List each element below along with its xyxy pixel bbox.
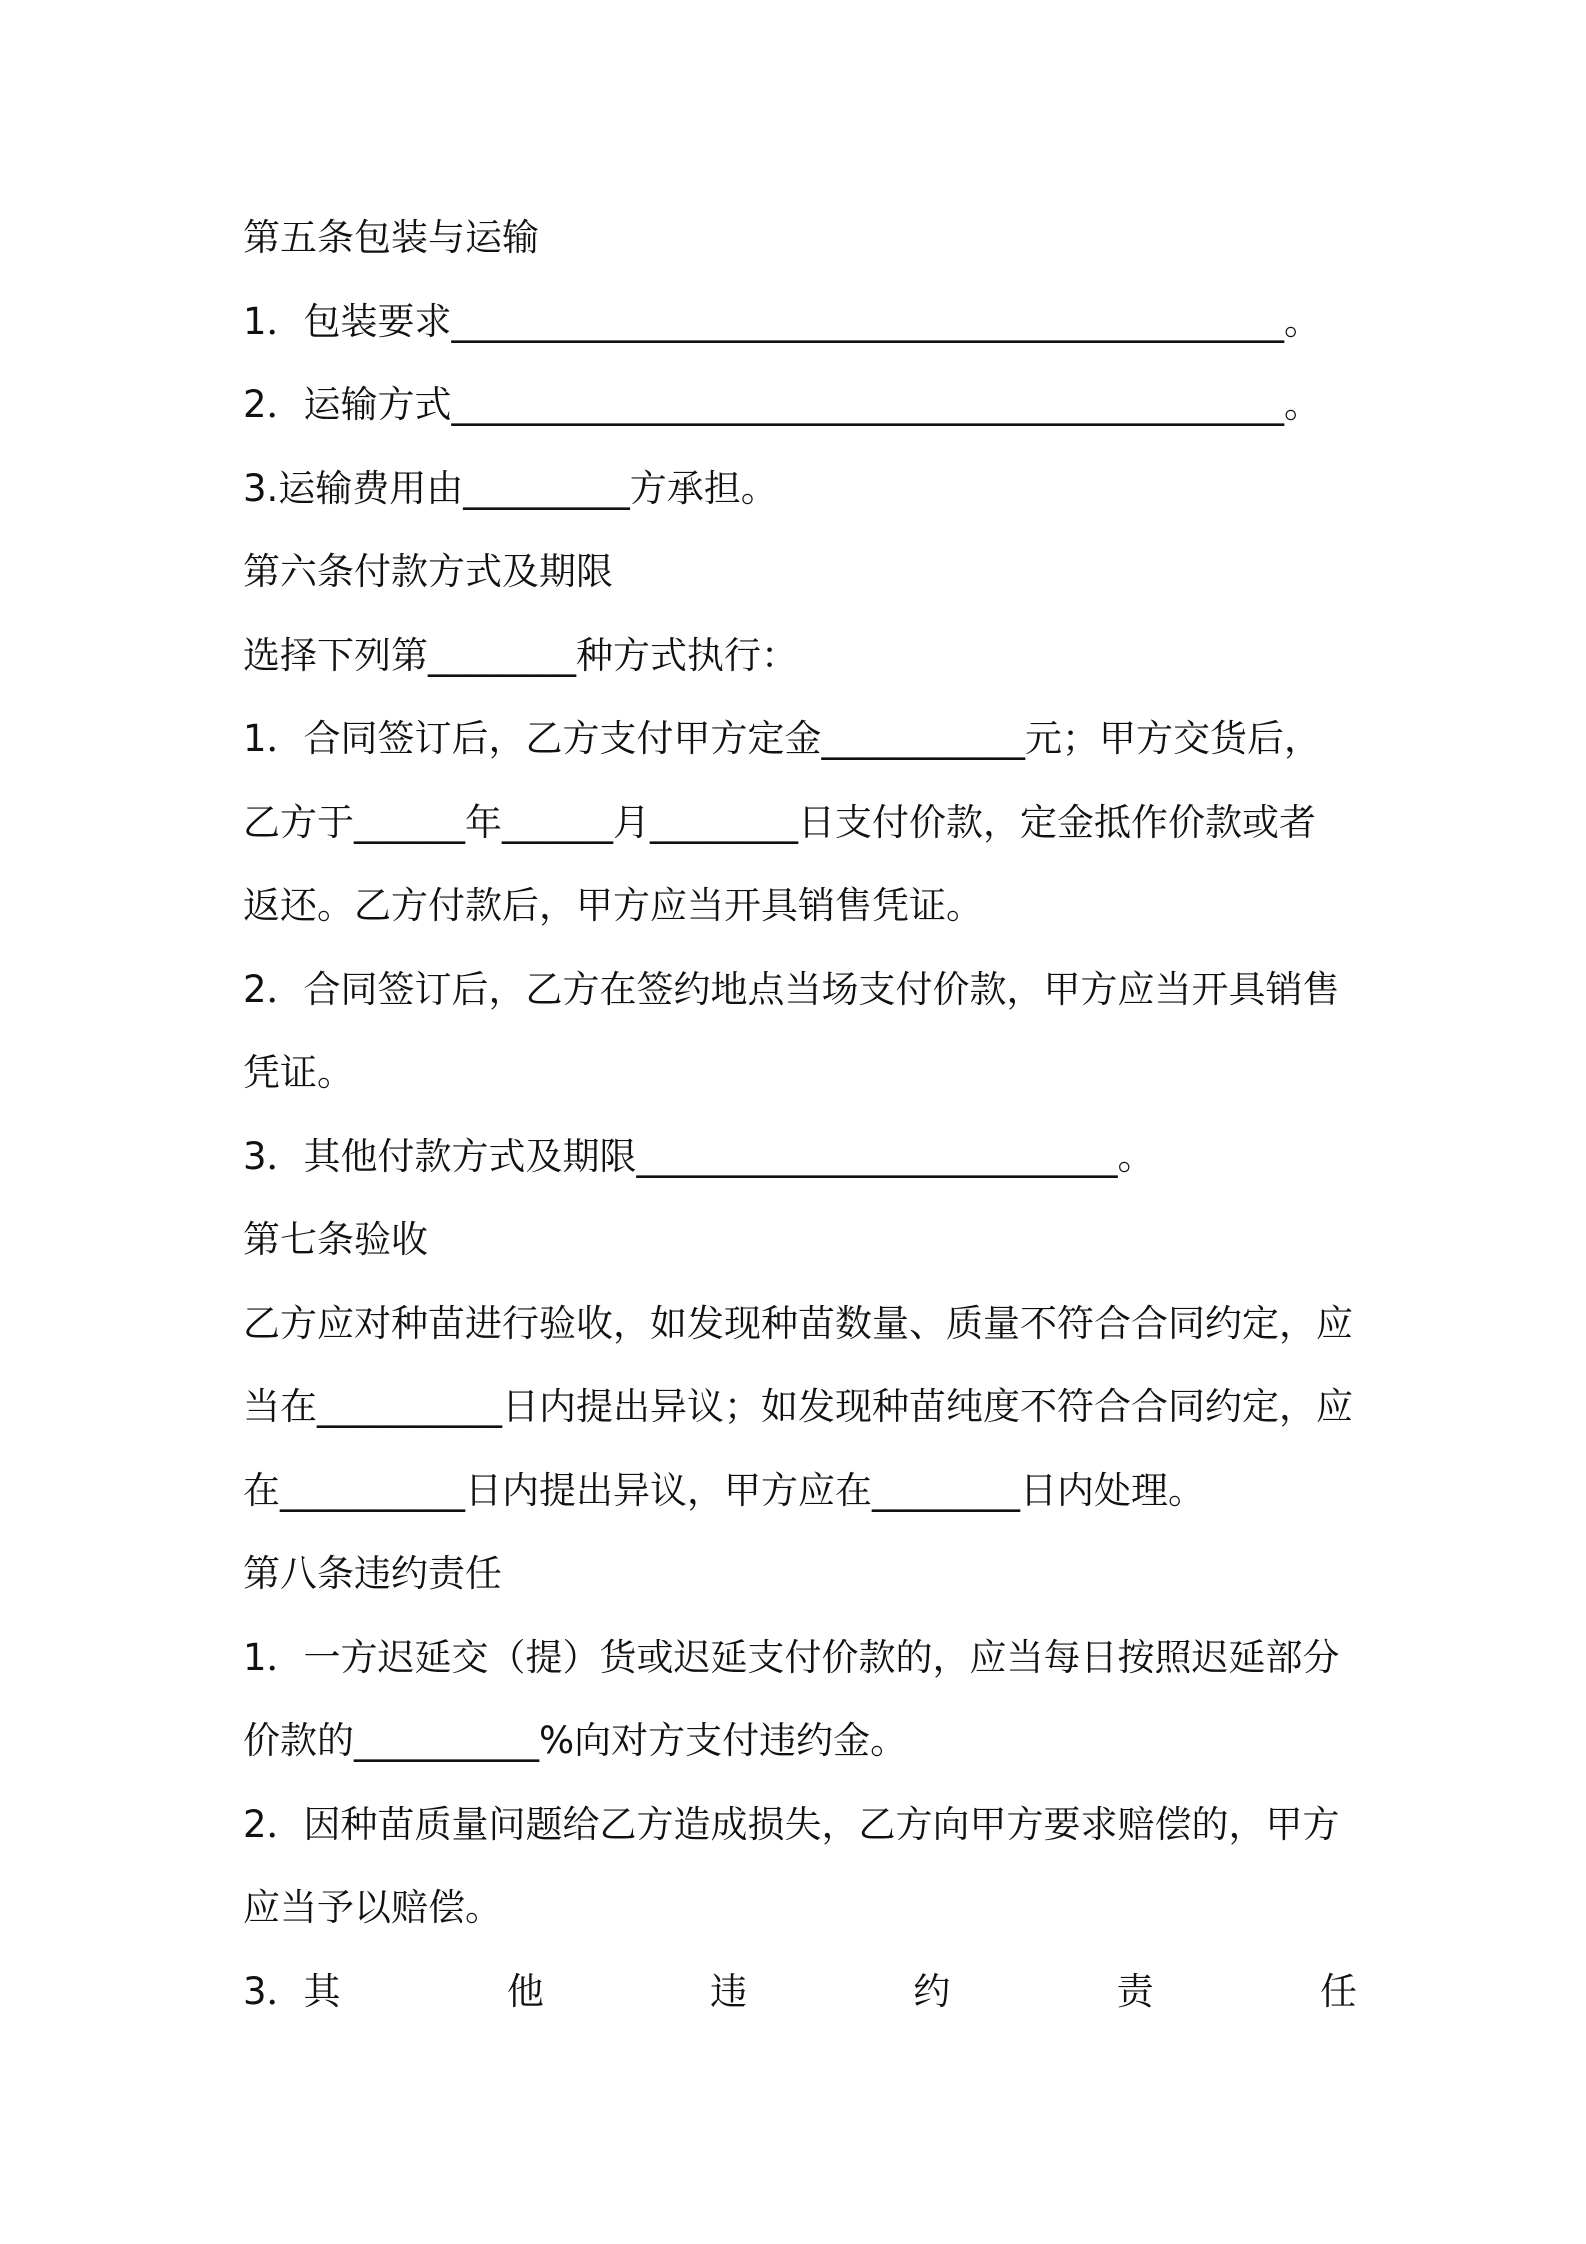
acceptance-line-3: 在__________日内提出异议，甲方应在________日内处理。 (243, 1468, 1205, 1512)
payment-option-2-line-2: 凭证。 (243, 1051, 354, 1094)
justified-word: 违 (710, 1969, 748, 2013)
section-heading-packaging: 第五条包装与运输 (243, 216, 539, 259)
section-heading-acceptance: 第七条验收 (243, 1218, 428, 1261)
liability-clause-1-line-2: 价款的__________%向对方支付违约金。 (243, 1719, 908, 1762)
payment-option-1-line-2: 乙方于______年______月________日支付价款，定金抵作价款或者 (243, 800, 1316, 844)
payment-choice-line: 选择下列第________种方式执行： (243, 633, 798, 677)
clause-transport-cost: 3.运输费用由_________方承担。 (243, 466, 778, 510)
clause-transport-method: 2．运输方式_____________________________________________。 (243, 383, 1322, 426)
section-heading-liability: 第八条违约责任 (243, 1552, 502, 1595)
liability-clause-1-line-1: 1．一方迟延交（提）货或迟延支付价款的，应当每日按照迟延部分 (243, 1635, 1340, 1679)
payment-option-1-line-3: 返还。乙方付款后，甲方应当开具销售凭证。 (243, 884, 983, 927)
contract-body (243, 196, 1363, 2033)
justified-word: 他 (506, 1969, 544, 2013)
payment-option-1-line-1: 1．合同签订后，乙方支付甲方定金___________元；甲方交货后， (243, 717, 1322, 760)
payment-option-2-line-1: 2．合同签订后，乙方在签约地点当场支付价款，甲方应当开具销售 (243, 967, 1340, 1011)
justified-word: 3．其 (243, 1969, 341, 2013)
liability-clause-3-justified (243, 1950, 1357, 2034)
justified-word: 约 (913, 1969, 951, 2013)
payment-option-3: 3．其他付款方式及期限__________________________。 (243, 1134, 1155, 1178)
justified-word: 任 (1319, 1969, 1357, 2013)
section-heading-payment: 第六条付款方式及期限 (243, 550, 613, 593)
acceptance-line-2: 当在__________日内提出异议；如发现种苗纯度不符合合同约定，应 (243, 1385, 1353, 1428)
liability-clause-2-line-2: 应当予以赔偿。 (243, 1886, 502, 1929)
justified-word: 责 (1116, 1969, 1154, 2013)
acceptance-line-1: 乙方应对种苗进行验收，如发现种苗数量、质量不符合合同约定，应 (243, 1301, 1353, 1345)
clause-packaging-requirement: 1．包装要求_____________________________________________。 (243, 299, 1322, 343)
liability-clause-2-line-1: 2．因种苗质量问题给乙方造成损失，乙方向甲方要求赔偿的，甲方 (243, 1802, 1340, 1846)
